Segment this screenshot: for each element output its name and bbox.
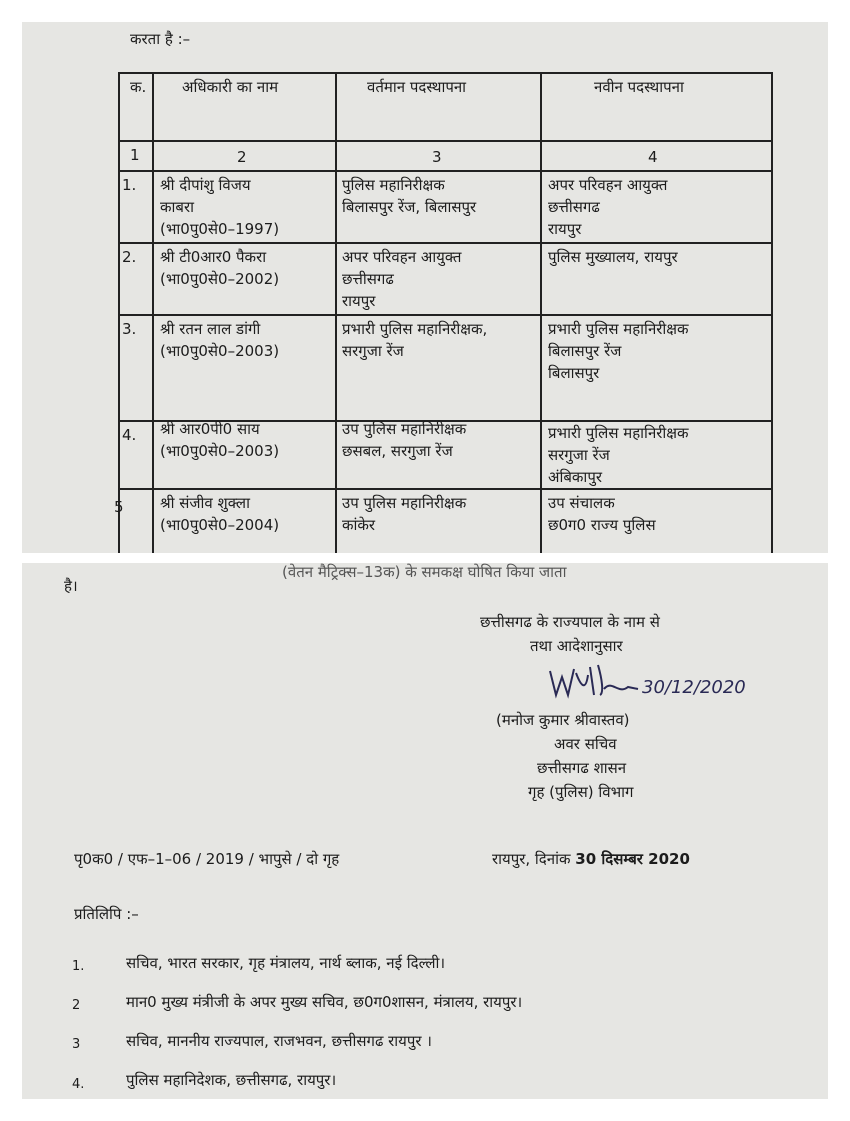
signature-date: 30/12/2020 (642, 677, 746, 698)
officer-name: श्री आर0पी0 साय (भा0पु0से0–2003) (160, 420, 280, 460)
header-current-posting: वर्तमान पदस्थापना (367, 78, 467, 96)
colnum-2: 2 (237, 148, 247, 166)
row-serial: 5 (114, 498, 124, 516)
reference-date: रायपुर, दिनांक 30 दिसम्बर 2020 (492, 850, 690, 868)
copy-heading: प्रतिलिपि :– (74, 905, 139, 923)
list-item: सचिव, भारत सरकार, गृह मंत्रालय, नार्थ ब्लाक, नई दिल्ली। (126, 954, 446, 972)
row-serial: 2. (122, 248, 137, 266)
current-posting: प्रभारी पुलिस महानिरीक्षक, सरगुजा रेंज (342, 320, 488, 360)
officer-name: श्री टी0आर0 पैकरा (भा0पु0से0–2002) (160, 248, 280, 288)
list-item-number: 1. (72, 959, 85, 974)
officer-name: श्री संजीव शुक्ला (भा0पु0से0–2004) (160, 494, 280, 534)
governor-order-line1: छत्तीसगढ के राज्यपाल के नाम से (480, 613, 660, 631)
new-posting: उप संचालक छ0ग0 राज्य पुलिस (548, 494, 656, 534)
signature (542, 659, 782, 709)
bottom-page-excerpt (22, 563, 828, 1099)
header-officer-name: अधिकारी का नाम (182, 78, 279, 96)
header-new-posting: नवीन पदस्थापना (594, 78, 684, 96)
cut-line-end: है। (64, 577, 78, 595)
reference-number: पृ0क0 / एफ–1–06 / 2019 / भापुसे / दो गृह (74, 850, 340, 868)
officer-name: श्री रतन लाल डांगी (भा0पु0से0–2003) (160, 320, 280, 360)
colnum-1: 1 (130, 146, 140, 164)
new-posting: पुलिस मुख्यालय, रायपुर (548, 248, 678, 266)
signatory-org: छत्तीसगढ शासन (537, 759, 627, 777)
colnum-4: 4 (648, 148, 658, 166)
cut-line: (वेतन मैट्रिक्स–13क) के समकक्ष घोषित किया जाता (282, 563, 567, 581)
row-serial: 4. (122, 426, 137, 444)
signatory-dept: गृह (पुलिस) विभाग (528, 783, 634, 801)
list-item-number: 4. (72, 1077, 85, 1092)
list-item: पुलिस महानिदेशक, छत्तीसगढ, रायपुर। (126, 1071, 337, 1089)
signatory-name: (मनोज कुमार श्रीवास्तव) (496, 711, 630, 729)
list-item: मान0 मुख्य मंत्रीजी के अपर मुख्य सचिव, छ0ग0शासन, मंत्रालय, रायपुर। (126, 993, 523, 1011)
colnum-3: 3 (432, 148, 442, 166)
list-item-number: 3 (72, 1037, 81, 1052)
row-serial: 1. (122, 176, 137, 194)
new-posting: अपर परिवहन आयुक्त छत्तीसगढ रायपुर (548, 176, 668, 238)
current-posting: उप पुलिस महानिरीक्षक छसबल, सरगुजा रेंज (342, 420, 467, 460)
header-serial: क. (130, 78, 147, 96)
signatory-designation: अवर सचिव (554, 735, 617, 753)
current-posting: अपर परिवहन आयुक्त छत्तीसगढ रायपुर (342, 248, 462, 310)
list-item-number: 2 (72, 998, 81, 1013)
current-posting: उप पुलिस महानिरीक्षक कांकेर (342, 494, 467, 534)
intro-line: करता है :– (130, 30, 191, 48)
new-posting: प्रभारी पुलिस महानिरीक्षक सरगुजा रेंज अंबिकापुर (548, 424, 689, 486)
top-page-excerpt (22, 22, 828, 553)
row-serial: 3. (122, 320, 137, 338)
list-item: सचिव, माननीय राज्यपाल, राजभवन, छत्तीसगढ रायपुर । (126, 1032, 432, 1050)
new-posting: प्रभारी पुलिस महानिरीक्षक बिलासपुर रेंज बिलासपुर (548, 320, 689, 382)
current-posting: पुलिस महानिरीक्षक बिलासपुर रेंज, बिलासपुर (342, 176, 477, 216)
officer-name: श्री दीपांशु विजय काबरा (भा0पु0से0–1997) (160, 176, 280, 238)
governor-order-line2: तथा आदेशानुसार (530, 637, 623, 655)
